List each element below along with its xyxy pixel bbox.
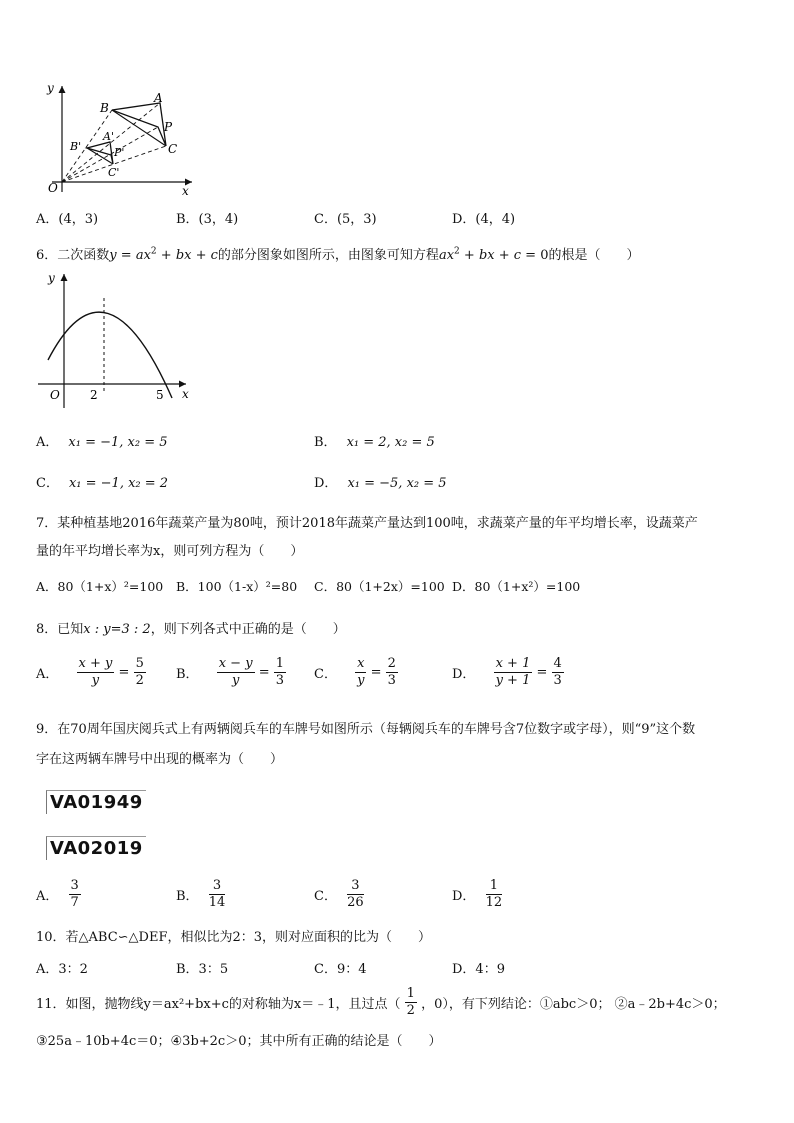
q11-line1: 11．如图，抛物线y＝ax²+bx+c的对称轴为x＝﹣1，且过点（ $\frac{1}{2}$ ，0），有下列结论：①abc＞0； ②a﹣2b+4c＞0； — [36, 986, 726, 1018]
fig5-label-c1: C' — [108, 166, 120, 179]
q9-line1: 9．在70周年国庆阅兵式上有两辆阅兵车的车牌号如图所示（每辆阅兵车的车牌号含7位数字或字母），则“9”这个数 — [36, 722, 696, 737]
fig5-label-a1: A' — [103, 130, 114, 143]
q6-figure — [34, 268, 194, 408]
q9-option-c: C． $\frac{3}{26}$ — [314, 878, 364, 910]
parabola — [48, 312, 172, 398]
q9-option-a: A． $\frac{3}{7}$ — [36, 878, 79, 910]
q7-option-d: D．80（1+x²）=100 — [452, 579, 581, 594]
q8-option-b: B． $\frac{x - y}{y}$ = $\frac{1}{3}$ — [176, 656, 285, 688]
fig5-label-b1: B' — [70, 140, 82, 153]
fig6-tick-5: 5 — [156, 388, 164, 402]
fig6-label-y: y — [48, 271, 55, 285]
q6-prefix: 6．二次函数 — [36, 248, 110, 263]
q5-option-c: C．(5，3) — [314, 212, 377, 227]
q6-function: y — [109, 248, 117, 263]
fig5-label-y: y — [47, 81, 54, 95]
q9-option-d: D． $\frac{1}{12}$ — [452, 878, 503, 910]
quad-abcp — [112, 103, 166, 146]
q6-option-c: C． x₁ = −1, x₂ = 2 — [36, 476, 169, 491]
q10-stem: 10．若△ABC∽△DEF，相似比为2：3，则对应面积的比为（ ） — [36, 930, 432, 945]
q6-option-a: A． x₁ = −1, x₂ = 5 — [36, 435, 168, 450]
q11-line2: ③25a﹣10b+4c＝0；④3b+2c＞0；其中所有正确的结论是（ ） — [36, 1034, 442, 1049]
q10-option-b: B．3：5 — [176, 962, 229, 977]
fig5-label-b: B — [100, 101, 109, 115]
fig6-tick-2: 2 — [90, 388, 98, 402]
q10-option-d: D．4：9 — [452, 962, 505, 977]
fig5-label-p1: P' — [114, 146, 125, 159]
q8-ratio: x : y=3 : 2 — [83, 622, 151, 637]
q9-plate-1: VA01949 — [46, 790, 146, 814]
fig6-label-x: x — [182, 387, 189, 401]
fig6-label-o: O — [50, 388, 60, 402]
q6-option-b-value: x₁ = 2, x₂ = 5 — [346, 435, 435, 450]
q10-option-c: C．9：4 — [314, 962, 367, 977]
q6-suffix: 的部分图象如图所示，由图象可知方程 — [217, 248, 439, 263]
fig5-label-c: C — [168, 142, 178, 156]
q7-option-a: A．80（1+x）²=100 — [36, 579, 164, 594]
q7-line1: 7．某种植基地2016年蔬菜产量为80吨，预计2018年蔬菜产量达到100吨，求蔬菜产量的年平均增长率，设蔬菜产 — [36, 516, 698, 531]
q6-option-c-value: x₁ = −1, x₂ = 2 — [68, 476, 169, 491]
q8-option-c: C． $\frac{x}{y}$ = $\frac{2}{3}$ — [314, 656, 396, 688]
fig5-label-p: P — [164, 120, 173, 134]
q5-option-b: B．(3，4) — [176, 212, 239, 227]
fig5-label-x: x — [182, 184, 189, 198]
q6-option-d: D． x₁ = −5, x₂ = 5 — [314, 476, 447, 491]
q10-option-a: A．3：2 — [36, 962, 88, 977]
q7-option-c: C．80（1+2x）=100 — [314, 579, 445, 594]
q5-option-d: D．(4，4) — [452, 212, 516, 227]
q8-stem: 8．已知x : y=3 : 2，则下列各式中正确的是（ ） — [36, 622, 346, 637]
q8-option-d: D． $\frac{x + 1}{y + 1}$ = $\frac{4}{3}$ — [452, 656, 562, 688]
q5-figure — [40, 80, 200, 198]
q7-line2: 量的年平均增长率为x，则可列方程为（ ） — [36, 544, 304, 559]
q9-option-b: B． $\frac{3}{14}$ — [176, 878, 226, 910]
q9-plate-2: VA02019 — [46, 836, 146, 860]
fig5-label-o: O — [48, 181, 58, 195]
q9-line2: 字在这两辆车牌号中出现的概率为（ ） — [36, 752, 284, 767]
q7-option-b: B．100（1-x）²=80 — [176, 579, 298, 594]
q6-option-b: B． x₁ = 2, x₂ = 5 — [314, 435, 435, 450]
q6-option-d-value: x₁ = −5, x₂ = 5 — [347, 476, 447, 491]
q8-option-a: A． $\frac{x + y}{y}$ = $\frac{5}{2}$ — [36, 656, 144, 688]
fig5-label-a: A — [154, 91, 163, 105]
q6-option-a-value: x₁ = −1, x₂ = 5 — [68, 435, 168, 450]
q6-stem: 6．二次函数$y = ax^2$ + bx + c的部分图象如图所示，由图象可知方程$ax^2$ + bx + c = 0的根是（ ） — [36, 246, 640, 263]
q5-option-a: A．(4，3) — [36, 212, 99, 227]
q6-end: 的根是（ ） — [548, 248, 640, 263]
